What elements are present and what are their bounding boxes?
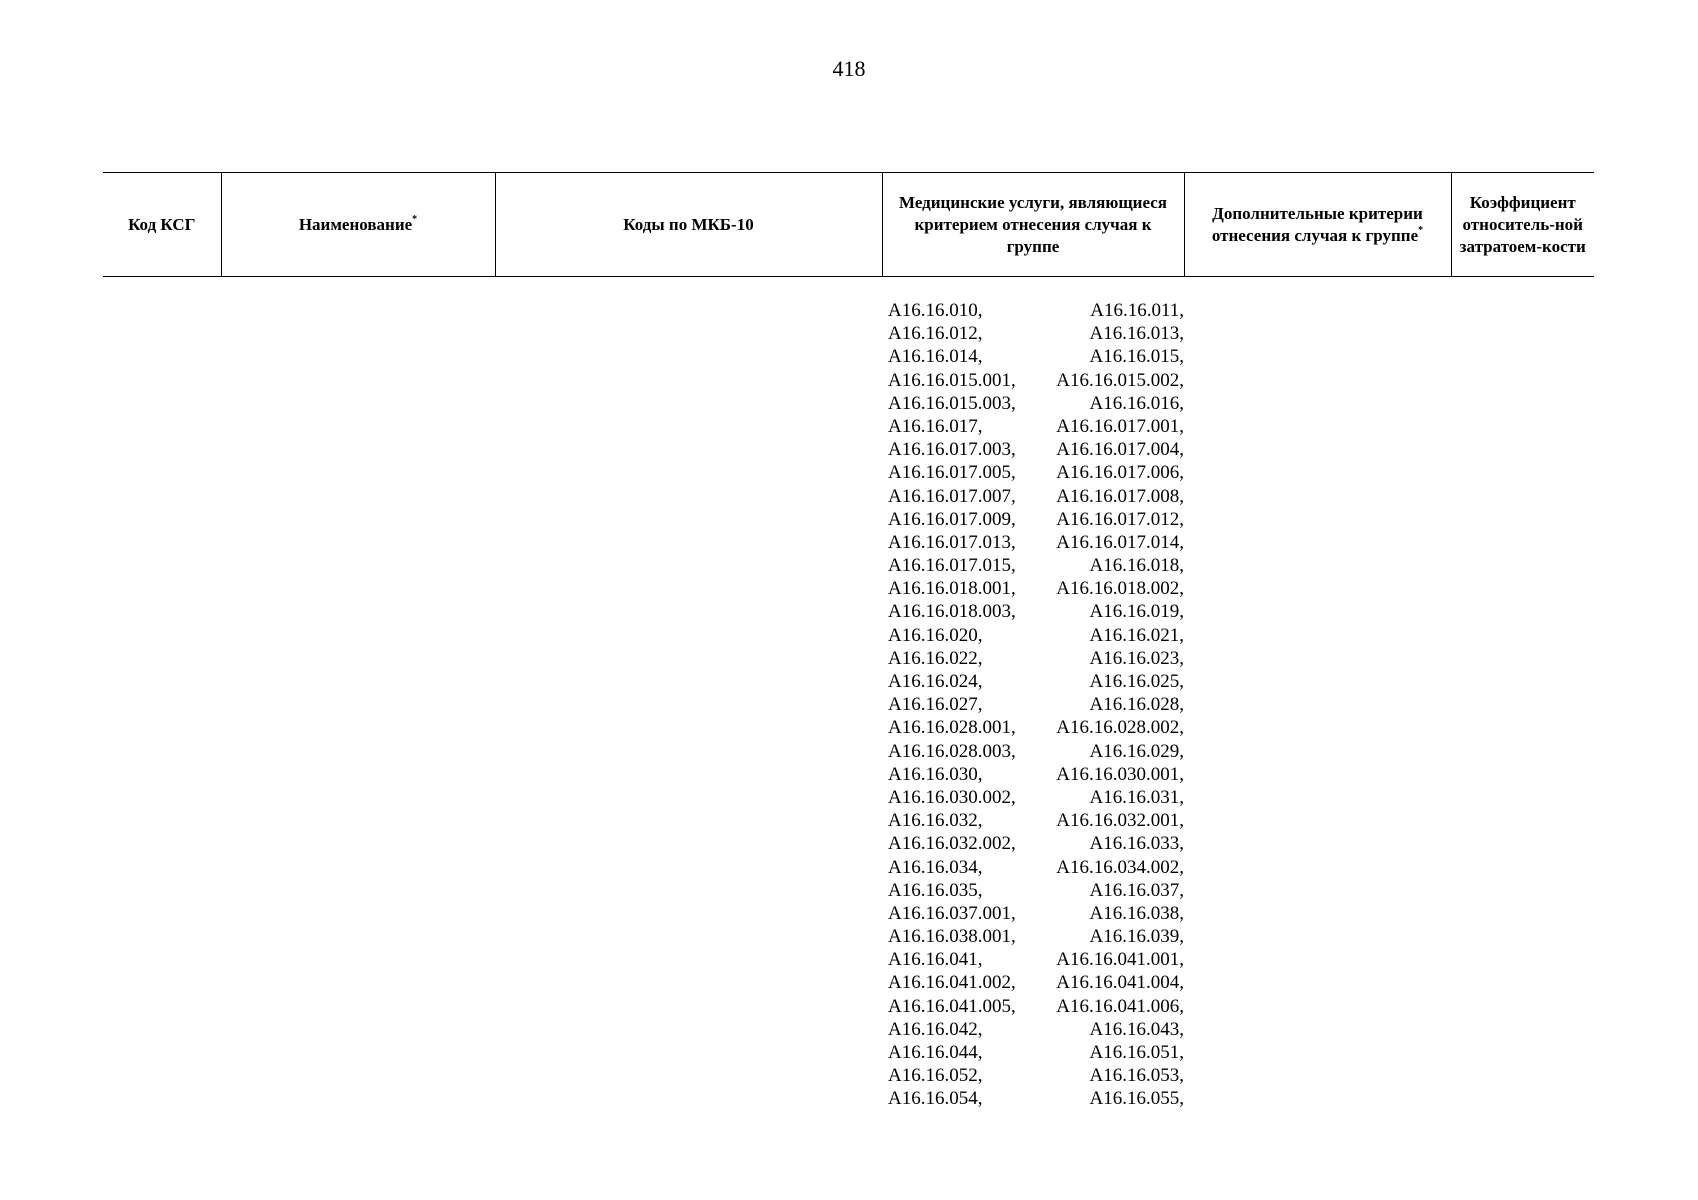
service-code-right: A16.16.051,	[1089, 1042, 1184, 1063]
service-code-left: A16.16.042,	[888, 1018, 983, 1040]
service-code-left: A16.16.030.002,	[888, 786, 1016, 808]
header-additional-criteria-footnote-mark: *	[1418, 224, 1424, 236]
cell-name	[221, 277, 495, 1111]
list-item	[888, 948, 1184, 971]
service-code-left: A16.16.017.013,	[888, 531, 1016, 553]
page-number: 418	[832, 56, 866, 81]
list-item	[888, 322, 1184, 345]
list-item	[888, 832, 1184, 855]
service-code-left: A16.16.018.001,	[888, 578, 1016, 600]
list-item	[888, 531, 1184, 554]
list-item	[888, 716, 1184, 739]
service-code-left: A16.16.017.005,	[888, 462, 1016, 484]
service-code-left: A16.16.052,	[888, 1065, 983, 1087]
list-item	[888, 995, 1184, 1018]
list-item	[888, 369, 1184, 392]
service-code-left: A16.16.035,	[888, 879, 983, 901]
service-code-right: A16.16.041.006,	[1056, 995, 1184, 1017]
list-item	[888, 763, 1184, 786]
list-item	[888, 508, 1184, 531]
list-item	[888, 485, 1184, 508]
service-code-right: A16.16.013,	[1089, 323, 1184, 345]
list-item	[888, 438, 1184, 461]
service-code-right: A16.16.030.001,	[1056, 763, 1184, 785]
list-item	[888, 1041, 1184, 1064]
header-additional-criteria	[1184, 173, 1451, 277]
service-code-left: A16.16.017.007,	[888, 485, 1016, 507]
service-code-right: A16.16.017.014,	[1056, 531, 1184, 553]
service-code-right: A16.16.041.001,	[1056, 949, 1184, 971]
list-item	[888, 415, 1184, 438]
cell-mkb-codes	[495, 277, 882, 1111]
list-item	[888, 461, 1184, 484]
service-code-right: A16.16.017.008,	[1056, 485, 1184, 507]
header-code-ksg: Код КСГ	[103, 173, 221, 277]
table-row	[103, 277, 1594, 1111]
list-item	[888, 647, 1184, 670]
service-code-right: A16.16.017.001,	[1056, 415, 1184, 437]
service-code-left: A16.16.015.003,	[888, 392, 1016, 414]
service-code-right: A16.16.019,	[1089, 601, 1184, 623]
service-code-left: A16.16.017,	[888, 415, 983, 437]
service-code-right: A16.16.021,	[1089, 624, 1184, 646]
service-code-right: A16.16.053,	[1089, 1065, 1184, 1087]
service-code-right: A16.16.037,	[1089, 879, 1184, 901]
service-code-right: A16.16.043,	[1089, 1018, 1184, 1040]
service-code-right: A16.16.032.001,	[1056, 810, 1184, 832]
service-code-list	[888, 299, 1184, 1111]
service-code-left: A16.16.041.005,	[888, 995, 1016, 1017]
header-additional-criteria-text: Дополнительные критерии отнесения случая к группе	[1211, 203, 1423, 245]
list-item	[888, 299, 1184, 322]
list-item	[888, 670, 1184, 693]
service-code-left: A16.16.018.003,	[888, 601, 1016, 623]
service-code-left: A16.16.034,	[888, 856, 983, 878]
service-code-right: A16.16.055,	[1089, 1088, 1184, 1110]
list-item	[888, 879, 1184, 902]
service-code-left: A16.16.054,	[888, 1088, 983, 1110]
service-code-right: A16.16.038,	[1089, 902, 1184, 924]
service-code-left: A16.16.017.009,	[888, 508, 1016, 530]
service-code-left: A16.16.041.002,	[888, 972, 1016, 994]
header-medical-services: Медицинские услуги, являющиеся критерием отнесения случая к группе	[882, 173, 1184, 277]
list-item	[888, 1087, 1184, 1110]
service-code-left: A16.16.032.002,	[888, 833, 1016, 855]
list-item	[888, 577, 1184, 600]
service-code-left: A16.16.015.001,	[888, 369, 1016, 391]
header-coefficient: Коэффициент относитель-ной затратоем-кости	[1451, 173, 1594, 277]
list-item	[888, 1018, 1184, 1041]
service-code-left: A16.16.020,	[888, 624, 983, 646]
header-name-footnote-mark: *	[412, 213, 418, 225]
service-code-right: A16.16.028.002,	[1056, 717, 1184, 739]
list-item	[888, 554, 1184, 577]
service-code-left: A16.16.037.001,	[888, 902, 1016, 924]
service-code-right: A16.16.041.004,	[1056, 972, 1184, 994]
list-item	[888, 624, 1184, 647]
table-header-row	[103, 173, 1594, 277]
service-code-right: A16.16.018.002,	[1056, 578, 1184, 600]
list-item	[888, 693, 1184, 716]
service-code-right: A16.16.018,	[1089, 555, 1184, 577]
cell-medical-services	[882, 277, 1184, 1111]
service-code-left: A16.16.030,	[888, 763, 983, 785]
service-code-left: A16.16.017.015,	[888, 555, 1016, 577]
service-code-right: A16.16.017.004,	[1056, 439, 1184, 461]
service-code-right: A16.16.025,	[1089, 671, 1184, 692]
service-code-left: A16.16.038.001,	[888, 926, 1016, 948]
service-code-left: A16.16.010,	[888, 300, 983, 321]
list-item	[888, 740, 1184, 763]
list-item	[888, 856, 1184, 879]
service-code-left: A16.16.027,	[888, 694, 983, 716]
header-name-text: Наименование	[298, 214, 413, 234]
service-code-right: A16.16.033,	[1089, 833, 1184, 855]
ksg-table	[103, 172, 1594, 1111]
service-code-left: A16.16.014,	[888, 346, 983, 368]
list-item	[888, 809, 1184, 832]
service-code-right: A16.16.023,	[1089, 647, 1184, 669]
service-code-right: A16.16.031,	[1089, 786, 1184, 808]
header-name	[221, 173, 495, 277]
service-code-left: A16.16.022,	[888, 647, 983, 669]
service-code-left: A16.16.032,	[888, 810, 983, 832]
list-item	[888, 1064, 1184, 1087]
list-item	[888, 971, 1184, 994]
service-code-right: A16.16.034.002,	[1056, 856, 1184, 878]
list-item	[888, 925, 1184, 948]
service-code-right: A16.16.028,	[1089, 694, 1184, 716]
service-code-right: A16.16.016,	[1089, 392, 1184, 414]
service-code-right: A16.16.015,	[1089, 346, 1184, 368]
service-code-left: A16.16.041,	[888, 949, 983, 971]
service-code-left: A16.16.024,	[888, 671, 983, 692]
cell-additional-criteria	[1184, 277, 1451, 1111]
service-code-right: A16.16.017.012,	[1056, 508, 1184, 530]
list-item	[888, 392, 1184, 415]
service-code-right: A16.16.029,	[1089, 740, 1184, 762]
service-code-left: A16.16.028.001,	[888, 717, 1016, 739]
service-code-left: A16.16.044,	[888, 1042, 983, 1063]
service-code-right: A16.16.039,	[1089, 926, 1184, 948]
list-item	[888, 345, 1184, 368]
service-code-right: A16.16.011,	[1090, 300, 1184, 321]
service-code-right: A16.16.015.002,	[1056, 369, 1184, 391]
service-code-right: A16.16.017.006,	[1056, 462, 1184, 484]
service-code-left: A16.16.012,	[888, 323, 983, 345]
list-item	[888, 902, 1184, 925]
header-mkb-codes: Коды по МКБ-10	[495, 173, 882, 277]
list-item	[888, 786, 1184, 809]
cell-coefficient	[1451, 277, 1594, 1111]
list-item	[888, 600, 1184, 623]
service-code-left: A16.16.028.003,	[888, 740, 1016, 762]
service-code-left: A16.16.017.003,	[888, 439, 1016, 461]
cell-code-ksg	[103, 277, 221, 1111]
